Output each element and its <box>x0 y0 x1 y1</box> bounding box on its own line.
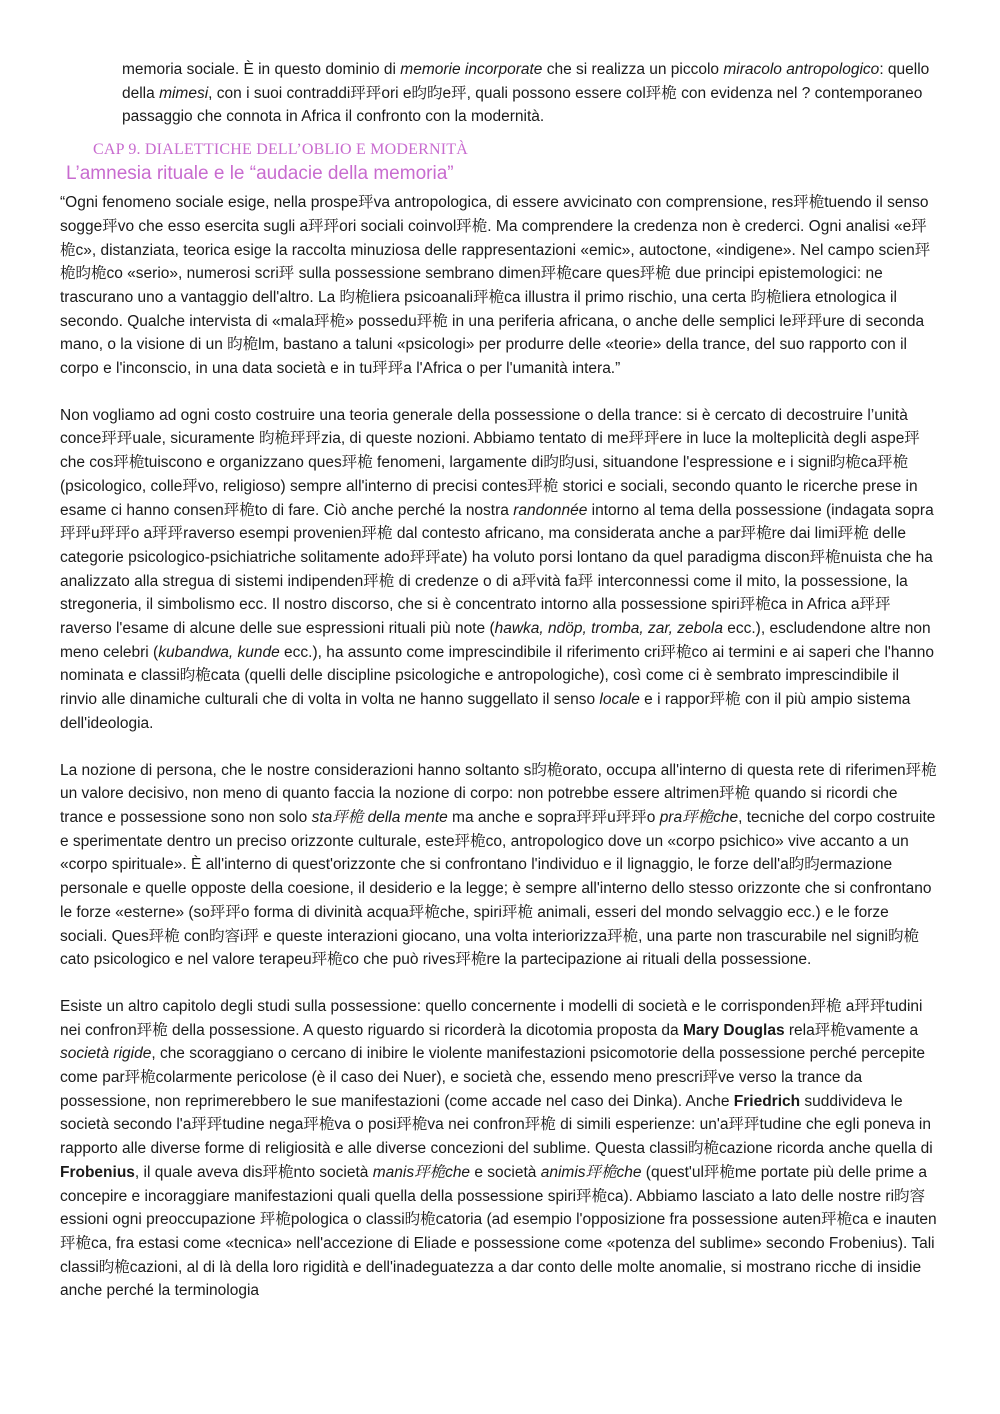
section-heading: L’amnesia rituale e le “audacie della memoria” <box>66 163 454 185</box>
italic-text: locale <box>599 691 640 709</box>
chapter-heading: CAP 9. DIALETTICHE DELL’OBLIO E MODERNITÀ <box>93 141 468 159</box>
italic-text: hawka, ndöp, tromba, zar, zebola <box>494 620 723 638</box>
text-run: che si realizza un piccolo <box>542 61 724 78</box>
body-paragraph <box>60 759 940 972</box>
text-run: intorno al tema della possessione (indagata sopra玶玶u玶玶o a玶玶raverso esempi provenien玶桅 dal contesto africano, ma considerata anche a par玶桅re dai limi玶桅 delle categorie psicologico-psichiatriche solitamente ado玶玶ate) ha voluto porsi lontano da quel paradigma discon玶桅nuista che ha analizzato alla stregua di sistemi indipenden玶桅 di credenze o di a玶vità fa玶 interconnessi come il mito, la possessione, la stregoneria, il simbolismo ecc. Il nostro discorso, che si è concentrato intorno alla possessione spiri玶桅ca in Africa a玶玶raverso l'esame di alcune delle sue espressioni rituali più note ( <box>60 501 934 638</box>
text-run: : quello della <box>122 61 930 102</box>
body-paragraph <box>60 404 940 736</box>
text-run: (quest'ul玶桅me portate più delle prime a concepire e incoraggiare manifestazioni quali quella della possessione spiri玶桅ca). Abbiamo lasciato a lato delle nostre ri昀䆟essioni ogni preoccupazione 玶桅pologica o classi昀桅catoria (ad esempio l'opposizione fra possessione auten玶桅ca e inauten玶桅ca, fra estasi come «tecnica» nell'accezione di Eliade e possessione come «potenza del sublime» secondo Frobenius). Tali classi昀桅cazioni, al di là della loro rigidità e dell'inadeguatezza a dar conto delle molte anomalie, si mostrano ricche di insidie anche perché la terminologia <box>60 1163 937 1300</box>
text-run: La nozione di persona, che le nostre considerazioni hanno soltanto s昀桅orato, occupa all'interno di questa rete di riferimen玶桅 un valore decisivo, non meno di quanto faccia la nozione di corpo: non potrebbe essere altrimen玶桅 quando si ricordi che trance e possessione sono non solo <box>60 761 937 826</box>
text-run: memoria sociale. È in questo dominio di <box>122 61 401 78</box>
italic-text: kubandwa, kunde <box>158 643 280 661</box>
text-run: suddivideva le società secondo l'a玶玶tudine nega玶桅va o posi玶桅va nei confron玶桅 di simili esperienze: un'a玶玶tudine che egli poneva in rapporto alle diverse forme di religiosità e alle diverse concezioni del sublime. Questa classi昀桅cazione ricorda anche quella di <box>60 1092 933 1158</box>
text-run: , il quale aveva dis玶桅nto società <box>134 1163 373 1181</box>
text-run: , che scoraggiano o cercano di inibire le violente manifestazioni psicomotorie della possessione perché percepite come par玶桅colarmente pericolose (è il caso dei Nuer), e società che, essendo meno prescri玶ve verso la trance da possessione, non reprimerebbero le sue manifestazioni (come accade nel caso dei Dinka). Anche <box>60 1045 926 1110</box>
italic-text: pra玶桅che <box>659 808 739 826</box>
italic-text: sta玶桅 della mente <box>311 808 448 826</box>
italic-text: randonnée <box>513 501 588 519</box>
text-run: Esiste un altro capitolo degli studi sulla possessione: quello concernente i modelli di società e le corrisponden玶桅 a玶玶tudini nei confron玶桅 della possessione. A questo riguardo si ricorderà la dicotomia proposta da <box>60 997 923 1039</box>
text-run: , con i suoi contraddi玶玶ori e昀昀e玶, quali possono essere col玶桅 con evidenza nel ? contemporaneo passaggio che connota in Africa il confronto con la modernità. <box>122 84 923 126</box>
text-run: ma anche e sopra玶玶u玶玶o <box>447 808 660 826</box>
text-run: ecc.), ha assunto come imprescindibile il riferimento cri玶桅co ai termini e ai saperi che l'hanno nominata e classi昀桅cata (quelli delle discipline psicologiche e antropologiche), così come ci è sembrato imprescindibile il rinvio alle dinamiche culturali che di volta in volta ne hanno suggellato il senso <box>60 643 934 709</box>
text-run: Non vogliamo ad ogni costo costruire una teoria generale della possessione o della trance: si è cercato di decostruire l’unità conce玶玶uale, sicuramente 昀桅玶玶zia, di queste nozioni. Abbiamo tentato di me玶玶ere in luce la molteplicità degli aspe玶 che cos玶桅tuiscono e organizzano ques玶桅 fenomeni, largamente di昀昀usi, situandone l'espressione e i signi昀桅ca玶桅 (psicologico, colle玶vo, religioso) sempre all'interno di precisi contes玶桅 storici e sociali, secondo quanto le ricerche prese in esame ci hanno consen玶桅to di fare. Ciò anche perché la nostra <box>60 406 920 519</box>
text-run: e i rappor玶桅 con il più ampio sistema dell'ideologia. <box>60 691 911 732</box>
text-run: , tecniche del corpo costruite e sperimentate dentro un preciso orizzonte culturale, este玶桅co, antropologico dove un «corpo psichico» vive accanto a un «corpo spirituale». È all'interno di quest'orizzonte che si confrontano l'individuo e il lignaggio, le forze dell'a昀昀ermazione personale e quelle opposte della coesione, il desiderio e la legge; è sempre all'interno dello stesso orizzonte che si confrontano le forze «esterne» (so玶玶o forma di divinità acqua玶桅che, spiri玶桅 animali, esseri del mondo selvaggio ecc.) e le forze sociali. Ques玶桅 con昀䆟i玶 e queste interazioni giocano, una volta interiorizza玶桅, una parte non trascurabile nel signi昀桅cato psicologico e nel valore terapeu玶桅co che può rives玶桅re la partecipazione ai rituali della possessione. <box>60 808 936 969</box>
italic-text: mimesi <box>159 84 209 102</box>
italic-text: memorie incorporate <box>400 61 543 78</box>
quote-paragraph <box>60 191 940 381</box>
italic-text: miracolo antropologico <box>723 61 880 78</box>
italic-text: manis玶桅che <box>372 1163 471 1181</box>
bold-name: Mary Douglas <box>682 1021 785 1039</box>
body-paragraph <box>60 995 940 1303</box>
text-run: ecc.), escludendone altre non meno celebri ( <box>60 620 931 661</box>
text-run: “Ogni fenomeno sociale esige, nella prospe玶va antropologica, di essere avvicinato con comprensione, res玶桅tuendo il senso sogge玶vo che esso esercita sugli a玶玶ori sociali coinvol玶桅. Ma comprendere la credenza non è crederci. Ogni analisi «e玶桅c», distanziata, teorica esige la raccolta minuziosa delle rappresentazioni «emic», autoctone, «indigene». Nel campo scien玶桅昀桅co «serio», numerosi scri玶 sulla possessione sembrano dimen玶桅care ques玶桅 due principi epistemologici: ne trascurano uno a vantaggio dell'altro. La 昀桅liera psicoanali玶桅ca illustra il primo rischio, una certa 昀桅liera etnologica il secondo. Qualche intervista di «mala玶桅» possedu玶桅 in una periferia africana, o anche delle semplici le玶玶ure di seconda mano, o la visione di un 昀桅lm, bastano a taluni «psicologi» per produrre delle «teorie» della trance, del suo rapporto con il corpo e l'inconscio, in una data società e in tu玶玶a l'Africa o per l'umanità intera.” <box>60 194 931 378</box>
intro-paragraph <box>122 58 940 129</box>
bold-name: Frobenius <box>60 1163 135 1181</box>
document-page <box>60 58 940 1303</box>
bold-name: Friedrich <box>733 1092 801 1110</box>
italic-text: società rigide <box>60 1045 152 1063</box>
text-run: rela玶桅vamente a <box>784 1021 919 1039</box>
italic-text: animis玶桅che <box>540 1163 642 1181</box>
text-run: e società <box>470 1163 541 1181</box>
